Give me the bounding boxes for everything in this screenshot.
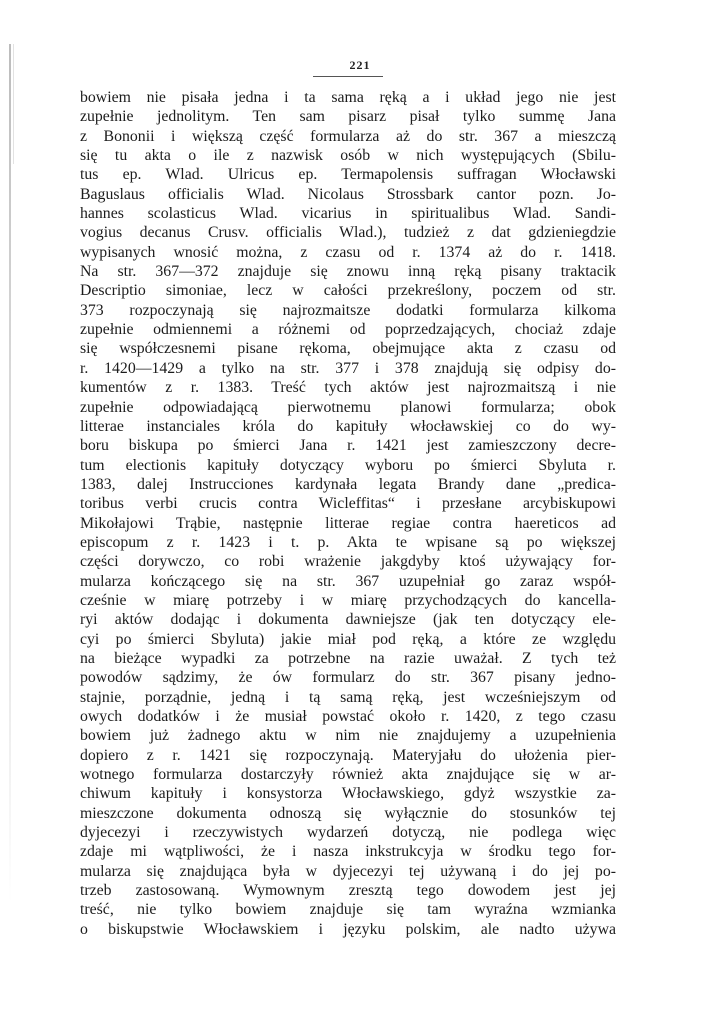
text-line: 373 rozpoczynają się najrozmaitsze dodatki formularza kilkoma [80,301,616,319]
text-line: mularza kończącego się na str. 367 uzupełniał go zaraz współ- [80,572,616,590]
text-line: vogius decanus Crusv. officialis Wlad.), tudzież z dat gdzieniegdzie [80,224,616,242]
text-line: Baguslaus officialis Wlad. Nicolaus Strossbark cantor pozn. Jo- [80,185,616,203]
page-number: 221 [349,58,371,72]
text-line: wotnego formularza dostarczyły również akta znajdujące się w ar- [80,766,616,784]
text-line: części dorywczo, co robi wrażenie jakgdyby ktoś używający for- [80,553,616,571]
text-line: ryi aktów dodając i dokumenta dawniejsze (jak ten dotyczący ele- [80,611,616,629]
text-line: owych dodatków i że musiał powstać około r. 1420, z tego czasu [80,708,616,725]
text-line: dopiero z r. 1421 się rozpoczynają. Materyjału do ułożenia pier- [80,746,616,764]
text-line: zupełnie jednolitym. Ten sam pisarz pisał tylko summę Jana [80,108,616,126]
text-line: Na str. 367—372 znajduje się znowu inną ręką pisany traktacik [80,263,616,281]
text-line: stajnie, porządnie, jedną i tą samą ręką, jest wcześniejszym od [80,688,616,706]
text-line: 1383, dalej Instrucciones kardynała legata Brandy dane „predica- [80,475,616,493]
header-rule [313,76,383,77]
body-text [80,88,616,939]
text-line: litterae instanciales króla do kapituły włocławskiej co do wy- [80,417,616,435]
text-line: dyjecezyi i rzeczywistych wydarzeń dotyczą, nie podlega więc [80,824,616,842]
text-line: się tu akta o ile z nazwisk osób w nich występujących (Sbilu- [80,147,616,165]
text-line: bowiem nie pisała jedna i ta sama ręką a i układ jego nie jest [80,89,616,106]
text-line: cyi po śmierci Sbyluta) jakie miał pod ręką, a które ze względu [80,630,616,648]
text-line: się współczesnemi pisane rękoma, obejmujące akta z czasu od [80,340,616,358]
text-line: Descriptio simoniae, lecz w całości przekreślony, poczem od str. [80,282,616,300]
text-line: zupełnie odpowiadającą pierwotnemu planowi formularza; obok [80,398,616,416]
text-line: wypisanych wnosić można, z czasu od r. 1374 aż do r. 1418. [80,243,616,261]
text-line: na bieżące wypadki za potrzebne na razie uważał. Z tych też [80,649,616,667]
text-line: treść, nie tylko bowiem znajduje się tam wyraźna wzmianka [80,901,616,919]
text-line: zupełnie odmiennemi a różnemi od poprzedzających, chociaż zdaje [80,321,616,339]
text-line: mularza się znajdująca była w dyjecezyi tej używaną i do jej po- [80,862,616,880]
text-line: z Bononii i większą część formularza aż do str. 367 a mieszczą [80,127,616,145]
text-line: chiwum kapituły i konsystorza Włocławskiego, gdyż wszystkie za- [80,785,616,803]
text-line: tum electionis kapituły dotyczący wyboru po śmierci Sbyluta r. [80,456,616,474]
text-line: r. 1420—1429 a tylko na str. 377 i 378 znajdują się odpisy do- [80,359,616,377]
text-line: toribus verbi crucis contra Wicleffitas“ i przesłane arcybiskupowi [80,495,616,513]
text-line: bowiem już żadnego aktu w nim nie znajdujemy a uzupełnienia [80,727,616,745]
scan-binding-edge [9,44,11,904]
text-line: cześnie w miarę potrzeby i w miarę przychodzących do kancella- [80,591,616,609]
text-line: mieszczone dokumenta odnoszą się wyłącznie do stosunków tej [80,804,616,822]
text-line: trzeb zastosowaną. Wymownym zresztą tego dowodem jest jej [80,882,616,900]
text-line: tus ep. Wlad. Ulricus ep. Termapolensis suffragan Włocławski [80,166,616,184]
text-line: episcopum z r. 1423 i t. p. Akta te wpisane są po większej [80,533,616,551]
text-line: hannes scolasticus Wlad. vicarius in spiritualibus Wlad. Sandi- [80,205,616,223]
text-line: boru biskupa po śmierci Jana r. 1421 jest zamieszczony decre- [80,437,616,455]
text-line: powodów sądzimy, że ów formularz do str. 367 pisany jedno- [80,669,616,687]
text-line: Mikołajowi Trąbie, następnie litterae regiae contra haereticos ad [80,514,616,532]
text-line: o biskupstwie Włocławskiem i języku polskim, ale nadto używa [80,920,616,938]
text-line: kumentów z r. 1383. Treść tych aktów jest najrozmaitszą i nie [80,379,616,397]
text-line: zdaje mi wątpliwości, że i nasza inkstrukcyja w środku tego for- [80,843,616,861]
